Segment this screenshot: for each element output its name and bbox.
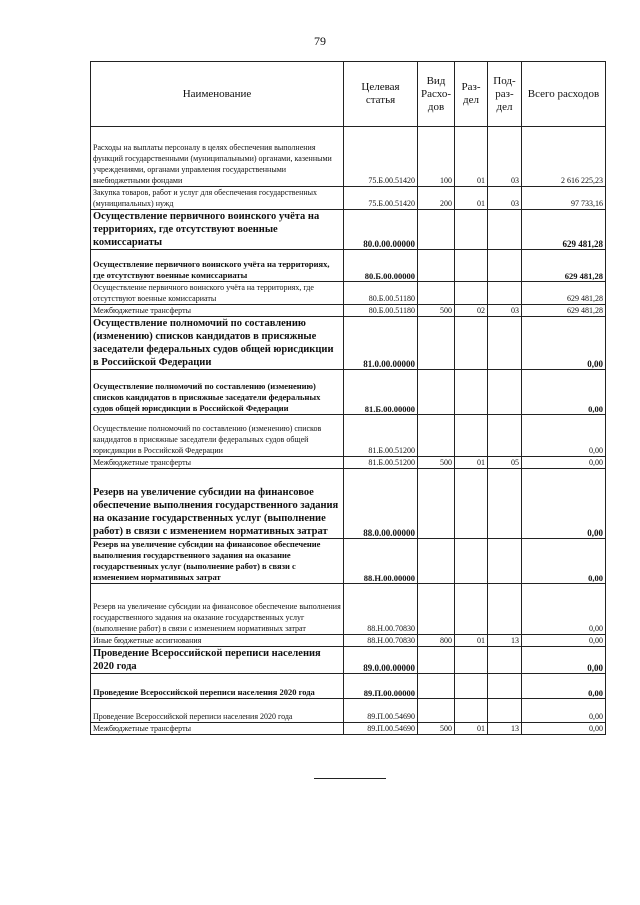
row-total-cell: 629 481,28 [522,282,606,305]
row-section-cell [455,415,488,457]
row-total-cell: 0,00 [522,647,606,674]
row-subsection-cell: 13 [488,635,522,647]
row-subsection-cell [488,674,522,699]
row-name-cell: Иные бюджетные ассигнования [91,635,344,647]
row-section-cell [455,282,488,305]
row-target-code-cell: 89.П.00.54690 [344,699,418,723]
row-section-cell [455,250,488,282]
table-body [91,127,606,735]
row-total-cell: 0,00 [522,584,606,635]
row-subsection-cell [488,699,522,723]
row-name-cell: Осуществление первичного воинского учёта на территориях, где отсутствуют военные комиссариаты [91,250,344,282]
row-target-code-cell: 81.Б.00.00000 [344,370,418,415]
table-row [91,415,606,457]
row-total-cell: 97 733,16 [522,187,606,210]
header-name: Наименование [91,62,344,127]
row-total-cell: 0,00 [522,469,606,539]
row-expense-type-cell [418,584,455,635]
table-row [91,469,606,539]
row-section-cell: 01 [455,723,488,735]
row-total-cell: 0,00 [522,723,606,735]
table-row [91,127,606,187]
row-subsection-cell [488,210,522,250]
row-target-code-cell: 80.Б.00.00000 [344,250,418,282]
row-total-cell: 629 481,28 [522,210,606,250]
row-subsection-cell [488,469,522,539]
row-target-code-cell: 81.0.00.00000 [344,317,418,370]
row-target-code-cell: 89.0.00.00000 [344,647,418,674]
row-section-cell: 02 [455,305,488,317]
row-section-cell [455,370,488,415]
row-target-code-cell: 88.Н.00.00000 [344,539,418,584]
row-name-cell: Осуществление полномочий по составлению (изменению) списков кандидатов в присяжные заседатели федеральных судов общей юрисдикции в Российской Федерации [91,370,344,415]
row-name-cell: Резерв на увеличение субсидии на финансовое обеспечение выполнения государственного задания на оказание государственных услуг (выполнение работ) в связи с изменением нормативных затрат [91,539,344,584]
row-total-cell: 2 616 225,23 [522,127,606,187]
row-name-cell: Резерв на увеличение субсидии на финансовое обеспечение выполнения государственного задания на оказание государственных услуг (выполнение работ) в связи с изменением нормативных затрат [91,469,344,539]
row-expense-type-cell: 500 [418,723,455,735]
row-total-cell: 629 481,28 [522,305,606,317]
row-section-cell: 01 [455,187,488,210]
row-target-code-cell: 75.Б.00.51420 [344,187,418,210]
row-subsection-cell [488,250,522,282]
row-target-code-cell: 75.Б.00.51420 [344,127,418,187]
table-row [91,282,606,305]
row-section-cell [455,647,488,674]
row-section-cell [455,539,488,584]
table-row [91,317,606,370]
row-subsection-cell: 03 [488,127,522,187]
row-name-cell: Межбюджетные трансферты [91,305,344,317]
row-section-cell [455,699,488,723]
row-name-cell: Осуществление первичного воинского учёта на территориях, где отсутствуют военные комиссариаты [91,282,344,305]
table-header-row [91,62,606,127]
table-row [91,210,606,250]
row-expense-type-cell: 500 [418,457,455,469]
footer-separator-line [314,778,386,779]
row-expense-type-cell [418,674,455,699]
table-row [91,305,606,317]
row-expense-type-cell [418,317,455,370]
row-expense-type-cell [418,210,455,250]
table-row [91,457,606,469]
row-total-cell: 0,00 [522,539,606,584]
row-name-cell: Проведение Всероссийской переписи населения 2020 года [91,699,344,723]
row-target-code-cell: 89.П.00.54690 [344,723,418,735]
row-target-code-cell: 88.Н.00.70830 [344,635,418,647]
row-expense-type-cell: 500 [418,305,455,317]
row-name-cell: Расходы на выплаты персоналу в целях обеспечения выполнения функций государственными (муниципальными) органами, казенными учреждениями, органами управления государственными внебюджетными фондами [91,127,344,187]
row-section-cell [455,317,488,370]
row-total-cell: 0,00 [522,415,606,457]
row-subsection-cell [488,584,522,635]
header-section: Раз- дел [455,62,488,127]
table-row [91,250,606,282]
row-target-code-cell: 80.Б.00.51180 [344,282,418,305]
row-total-cell: 0,00 [522,699,606,723]
row-target-code-cell: 80.Б.00.51180 [344,305,418,317]
table-row [91,539,606,584]
row-target-code-cell: 88.0.00.00000 [344,469,418,539]
row-expense-type-cell [418,539,455,584]
row-name-cell: Осуществление полномочий по составлению (изменению) списков кандидатов в присяжные заседатели федеральных судов общей юрисдикции в Российской Федерации [91,415,344,457]
row-total-cell: 0,00 [522,317,606,370]
row-section-cell [455,584,488,635]
row-subsection-cell [488,370,522,415]
row-name-cell: Проведение Всероссийской переписи населения 2020 года [91,674,344,699]
row-section-cell: 01 [455,127,488,187]
row-name-cell: Осуществление полномочий по составлению (изменению) списков кандидатов в присяжные заседатели федеральных судов общей юрисдикции в Российской Федерации [91,317,344,370]
row-name-cell: Резерв на увеличение субсидии на финансовое обеспечение выполнения государственного задания на оказание государственных услуг (выполнение работ) в связи с изменением нормативных затрат [91,584,344,635]
row-expense-type-cell: 200 [418,187,455,210]
row-target-code-cell: 88.Н.00.70830 [344,584,418,635]
row-total-cell: 629 481,28 [522,250,606,282]
table-row [91,635,606,647]
row-name-cell: Осуществление первичного воинского учёта на территориях, где отсутствуют военные комиссариаты [91,210,344,250]
expenditure-table [90,61,606,735]
row-section-cell [455,674,488,699]
row-target-code-cell: 81.Б.00.51200 [344,415,418,457]
row-expense-type-cell: 800 [418,635,455,647]
row-target-code-cell: 81.Б.00.51200 [344,457,418,469]
row-name-cell: Межбюджетные трансферты [91,457,344,469]
header-target-article: Целевая статья [344,62,418,127]
table-row [91,370,606,415]
row-subsection-cell [488,539,522,584]
row-subsection-cell [488,282,522,305]
row-total-cell: 0,00 [522,457,606,469]
row-section-cell [455,469,488,539]
row-subsection-cell: 03 [488,187,522,210]
row-expense-type-cell: 100 [418,127,455,187]
table-row [91,723,606,735]
row-subsection-cell [488,647,522,674]
table-row [91,699,606,723]
row-name-cell: Межбюджетные трансферты [91,723,344,735]
row-name-cell: Закупка товаров, работ и услуг для обеспечения государственных (муниципальных) нужд [91,187,344,210]
row-section-cell [455,210,488,250]
row-expense-type-cell [418,370,455,415]
table-row [91,647,606,674]
row-name-cell: Проведение Всероссийской переписи населения 2020 года [91,647,344,674]
row-total-cell: 0,00 [522,674,606,699]
page-number: 79 [314,34,326,48]
table-row [91,674,606,699]
row-subsection-cell [488,415,522,457]
row-expense-type-cell [418,250,455,282]
row-subsection-cell: 13 [488,723,522,735]
row-expense-type-cell [418,647,455,674]
table-row [91,187,606,210]
row-total-cell: 0,00 [522,635,606,647]
row-section-cell: 01 [455,457,488,469]
header-expense-type: Вид Расхо- дов [418,62,455,127]
row-section-cell: 01 [455,635,488,647]
table-row [91,584,606,635]
row-expense-type-cell [418,469,455,539]
row-target-code-cell: 89.П.00.00000 [344,674,418,699]
row-target-code-cell: 80.0.00.00000 [344,210,418,250]
header-total: Всего расходов [522,62,606,127]
row-expense-type-cell [418,699,455,723]
row-total-cell: 0,00 [522,370,606,415]
row-subsection-cell: 05 [488,457,522,469]
row-expense-type-cell [418,415,455,457]
row-subsection-cell [488,317,522,370]
row-expense-type-cell [418,282,455,305]
header-subsection: Под- раз- дел [488,62,522,127]
row-subsection-cell: 03 [488,305,522,317]
